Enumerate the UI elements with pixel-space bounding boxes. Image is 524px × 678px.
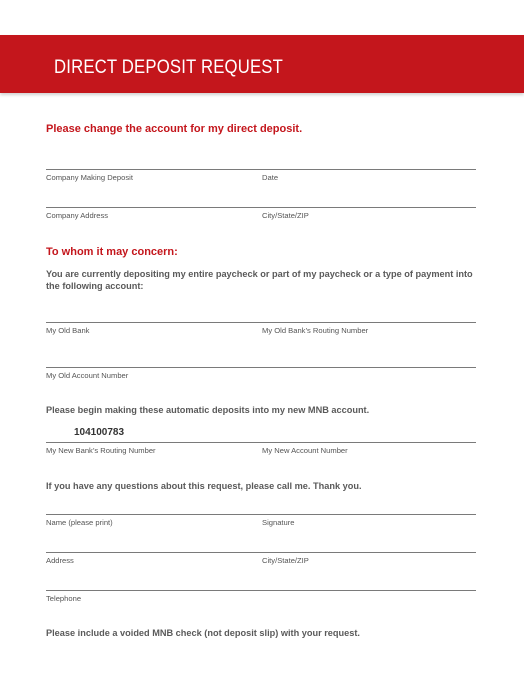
new-routing-line[interactable]: [46, 442, 476, 443]
new-routing-label: My New Bank’s Routing Number: [46, 446, 156, 455]
telephone-label: Telephone: [46, 594, 82, 603]
concern-heading: To whom it may concern:: [46, 246, 178, 258]
old-routing-label: My Old Bank’s Routing Number: [262, 326, 369, 335]
telephone-line[interactable]: [46, 590, 476, 591]
company-city-state-zip-label: City/State/ZIP: [262, 211, 309, 220]
intro-heading: Please change the account for my direct deposit.: [46, 123, 303, 135]
old-account-line[interactable]: [46, 367, 476, 368]
company-making-deposit-label: Company Making Deposit: [46, 173, 133, 182]
company-address-line[interactable]: [46, 207, 476, 208]
old-bank-label: My Old Bank: [46, 326, 90, 335]
name-label: Name (please print): [46, 518, 113, 527]
old-account-label: My Old Account Number: [46, 371, 129, 380]
current-account-paragraph: You are currently depositing my entire paycheck or part of my paycheck or a type of payment into the following account:: [46, 269, 473, 291]
date-label: Date: [262, 173, 279, 182]
signature-label: Signature: [262, 518, 295, 527]
address-line[interactable]: [46, 552, 476, 553]
new-routing-number-value[interactable]: 104100783: [74, 427, 125, 438]
old-bank-line[interactable]: [46, 322, 476, 323]
city-state-zip-label: City/State/ZIP: [262, 556, 309, 565]
include-check-paragraph: Please include a voided MNB check (not deposit slip) with your request.: [46, 628, 360, 638]
address-label: Address: [46, 556, 74, 565]
name-signature-line[interactable]: [46, 514, 476, 515]
header-band: [0, 35, 524, 93]
company-address-label: Company Address: [46, 211, 109, 220]
new-account-paragraph: Please begin making these automatic deposits into my new MNB account.: [46, 405, 370, 415]
questions-paragraph: If you have any questions about this request, please call me. Thank you.: [46, 481, 362, 491]
new-account-label: My New Account Number: [262, 446, 348, 455]
company-date-line[interactable]: [46, 169, 476, 170]
page-title: DIRECT DEPOSIT REQUEST: [54, 57, 284, 78]
